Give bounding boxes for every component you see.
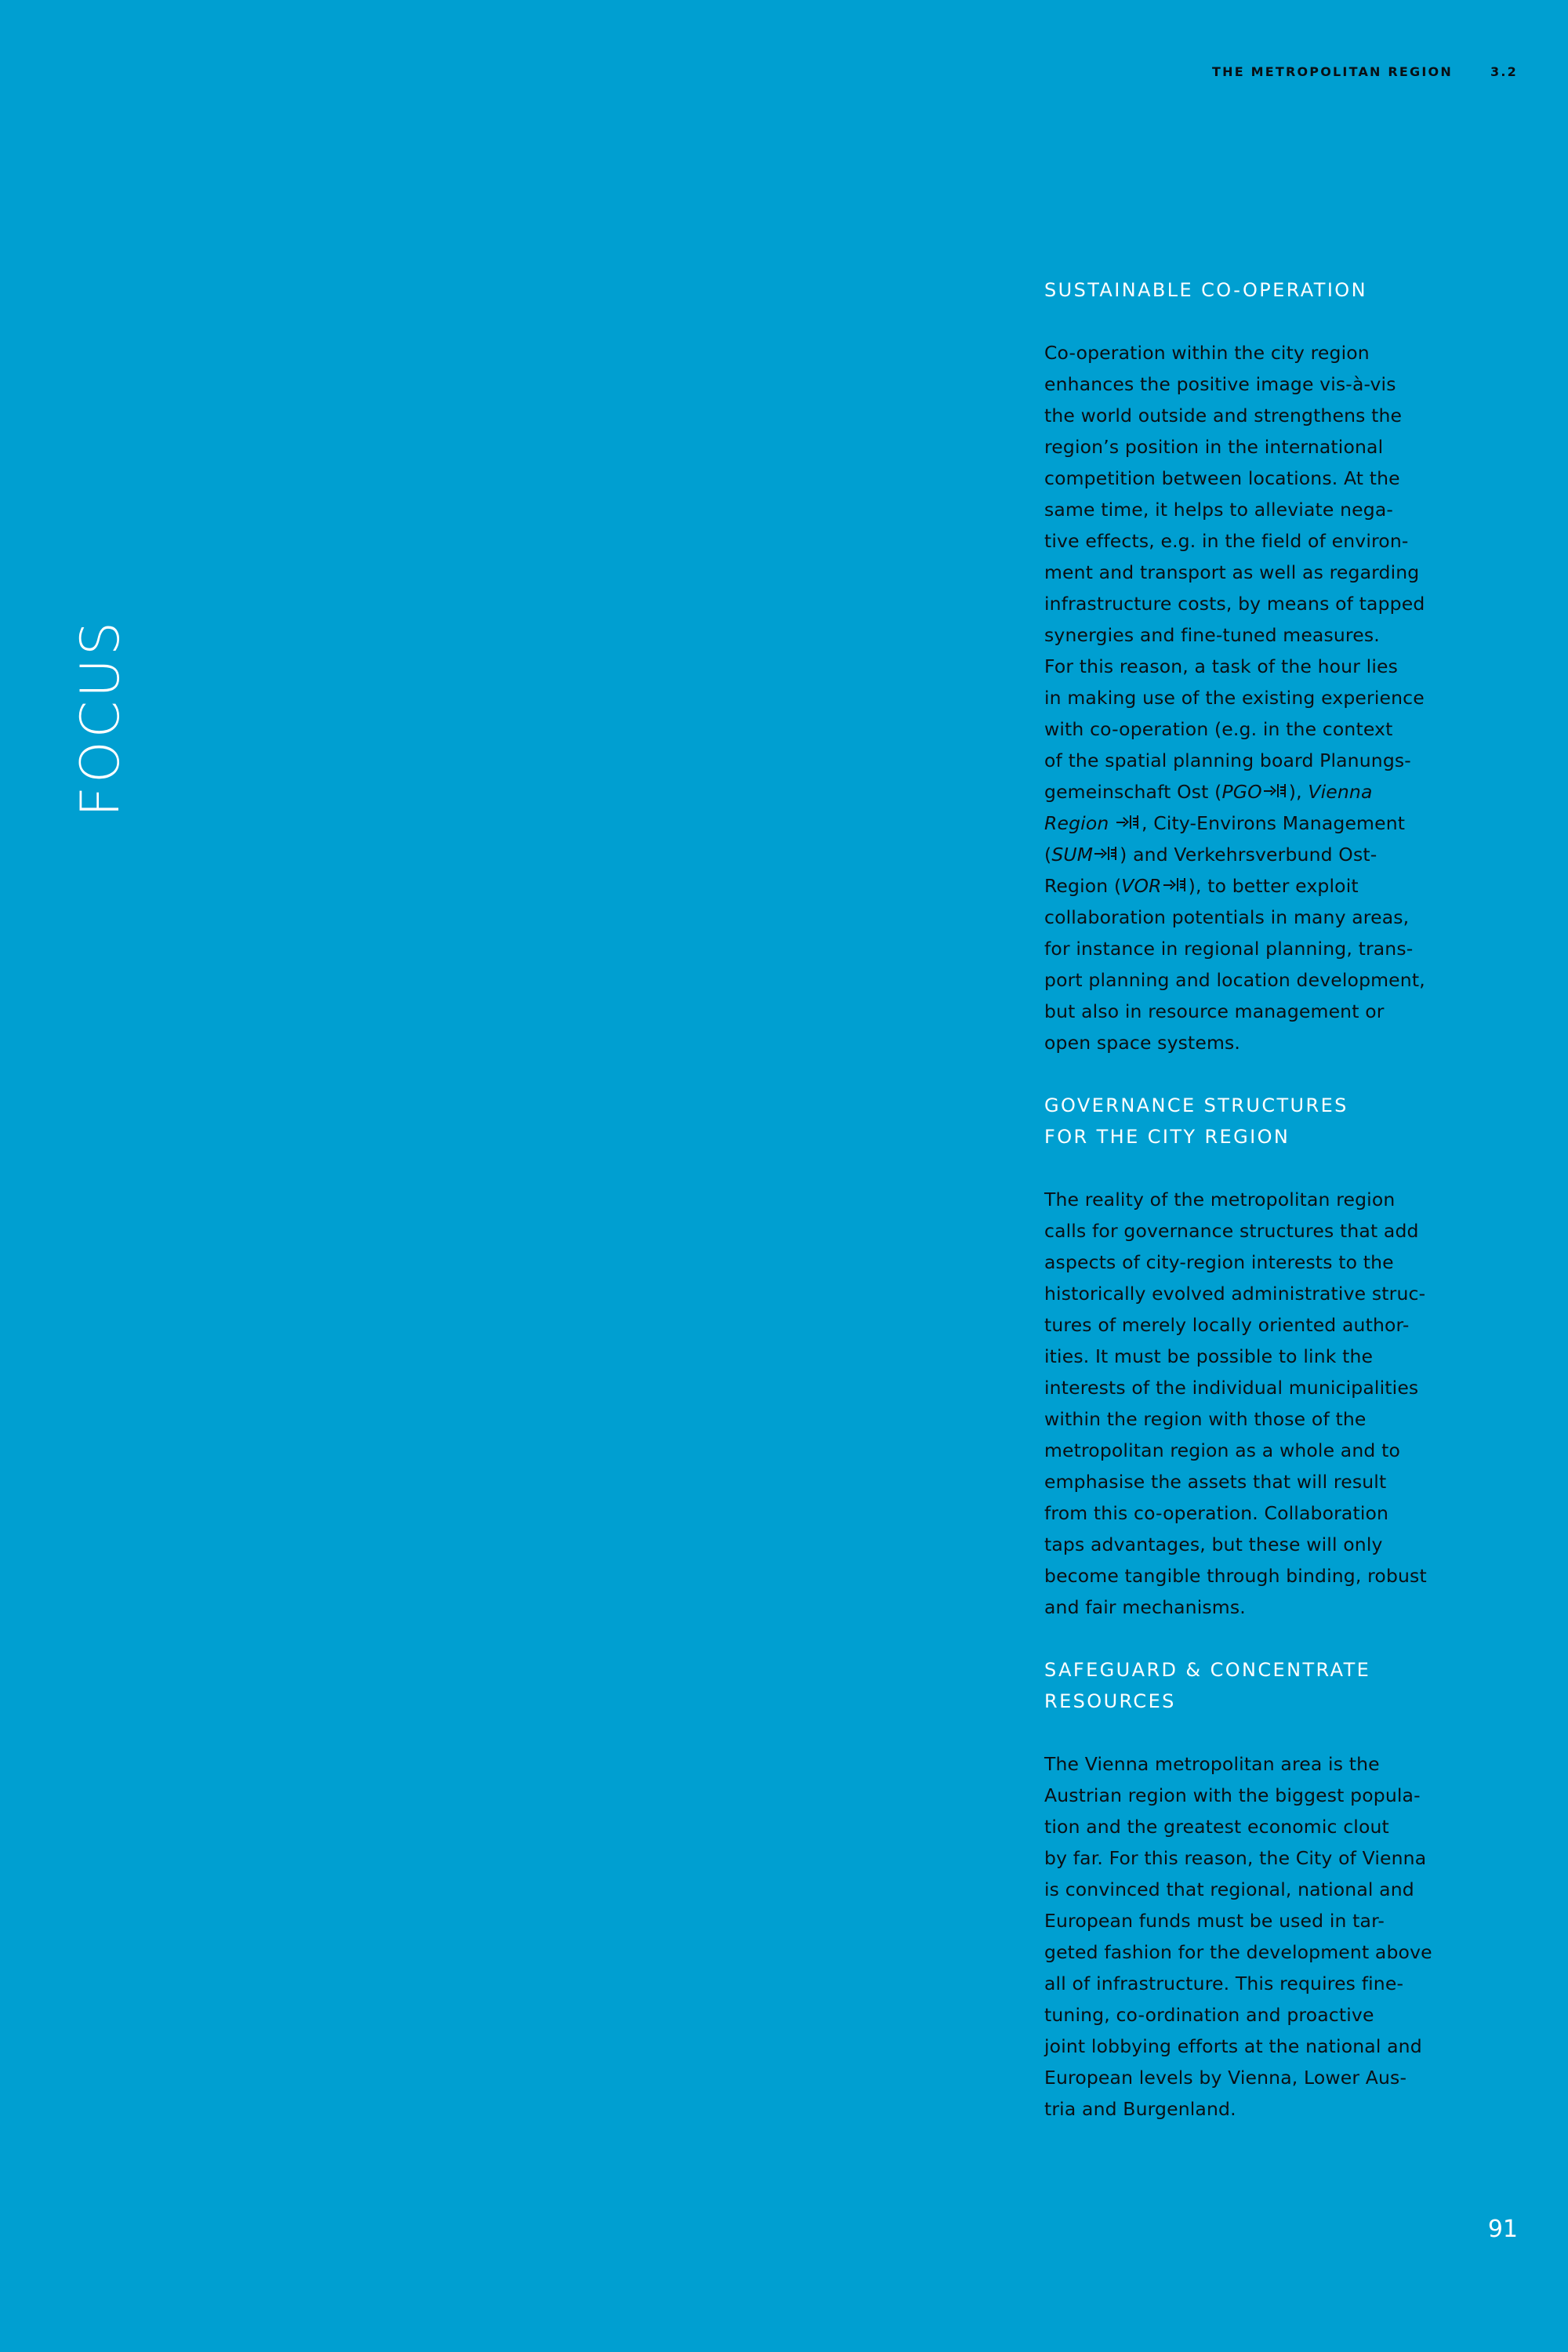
section-title: THE METROPOLITAN REGION: [1212, 64, 1453, 79]
text-line: Austrian region with the biggest popula-: [1044, 1784, 1421, 1806]
paragraph-governance-structures: [1044, 1184, 1483, 1623]
focus-label: [70, 618, 132, 817]
text-line: tuning, co-ordination and proactive: [1044, 2004, 1374, 2026]
heading-line: SAFEGUARD & CONCENTRATE: [1044, 1659, 1371, 1681]
text-line: for instance in regional planning, trans-: [1044, 938, 1414, 960]
focus-label-text: FOCUS: [70, 618, 132, 817]
running-head: [1212, 64, 1518, 79]
text-line: within the region with those of the: [1044, 1408, 1367, 1430]
text-line: interests of the individual municipalities: [1044, 1377, 1419, 1399]
text-line: geted fashion for the development above: [1044, 1941, 1432, 1963]
pgo-abbreviation: PGO: [1221, 781, 1262, 803]
text-line: ment and transport as well as regarding: [1044, 561, 1420, 583]
text-line: tive effects, e.g. in the field of environ-: [1044, 530, 1409, 552]
text-fragment: ), to better exploit: [1188, 875, 1359, 897]
sum-abbreviation: SUM: [1051, 844, 1094, 866]
text-fragment: gemeinschaft Ost (: [1044, 781, 1222, 803]
text-line: of the spatial planning board Planungs-: [1044, 750, 1411, 771]
text-line: same time, it helps to alleviate nega-: [1044, 499, 1394, 521]
text-column: [1044, 274, 1483, 2156]
text-line: enhances the positive image vis-à-vis: [1044, 373, 1396, 395]
arrow-document-icon[interactable]: [1163, 877, 1187, 893]
text-line: collaboration potentials in many areas,: [1044, 906, 1410, 928]
vor-abbreviation: VOR: [1121, 875, 1162, 897]
text-line: and fair mechanisms.: [1044, 1596, 1246, 1618]
heading-line: RESOURCES: [1044, 1690, 1176, 1712]
text-line: For this reason, a task of the hour lies: [1044, 655, 1399, 677]
text-line: is convinced that regional, national and: [1044, 1878, 1414, 1900]
text-line: from this co-operation. Collaboration: [1044, 1502, 1389, 1524]
text-line-vor-reference: [1044, 870, 1483, 902]
vienna-term: Vienna: [1308, 781, 1373, 803]
text-line: synergies and fine-tuned measures.: [1044, 624, 1380, 646]
text-line-sum-reference: [1044, 839, 1483, 870]
section-heading-governance-structures: [1044, 1090, 1483, 1152]
text-line: historically evolved administrative struc-: [1044, 1283, 1426, 1305]
text-fragment: (: [1044, 844, 1052, 866]
arrow-document-icon[interactable]: [1116, 815, 1140, 830]
text-fragment: Region (: [1044, 875, 1122, 897]
text-line: but also in resource management or: [1044, 1000, 1385, 1022]
text-line-pgo-reference: [1044, 776, 1483, 808]
text-line: in making use of the existing experience: [1044, 687, 1425, 709]
text-fragment: , City-Environs Management: [1142, 812, 1406, 834]
section-heading-sustainable-cooperation: [1044, 274, 1483, 306]
text-line: emphasise the assets that will result: [1044, 1471, 1387, 1493]
text-line: European funds must be used in tar-: [1044, 1910, 1385, 1932]
text-line: become tangible through binding, robust: [1044, 1565, 1427, 1587]
arrow-document-icon[interactable]: [1094, 846, 1118, 862]
text-line: Co-operation within the city region: [1044, 342, 1370, 364]
arrow-document-icon[interactable]: [1264, 783, 1287, 799]
text-line: ities. It must be possible to link the: [1044, 1345, 1374, 1367]
text-line: infrastructure costs, by means of tapped: [1044, 593, 1425, 615]
text-line: port planning and location development,: [1044, 969, 1425, 991]
text-line: tures of merely locally oriented author-: [1044, 1314, 1410, 1336]
text-line: open space systems.: [1044, 1032, 1241, 1054]
text-line: by far. For this reason, the City of Vienna: [1044, 1847, 1427, 1869]
text-line: with co-operation (e.g. in the context: [1044, 718, 1393, 740]
section-heading-safeguard-resources: [1044, 1654, 1483, 1717]
text-line: competition between locations. At the: [1044, 467, 1400, 489]
text-line: region’s position in the international: [1044, 436, 1384, 458]
text-line: the world outside and strengthens the: [1044, 405, 1403, 426]
text-line: The Vienna metropolitan area is the: [1044, 1753, 1380, 1775]
paragraph-safeguard-resources: [1044, 1748, 1483, 2125]
heading-line: SUSTAINABLE CO-OPERATION: [1044, 279, 1367, 301]
region-term: Region: [1044, 812, 1109, 834]
heading-line: FOR THE CITY REGION: [1044, 1126, 1290, 1148]
text-line: taps advantages, but these will only: [1044, 1534, 1383, 1555]
text-line: metropolitan region as a whole and to: [1044, 1439, 1400, 1461]
heading-line: GOVERNANCE STRUCTURES: [1044, 1094, 1348, 1116]
paragraph-sustainable-cooperation: [1044, 337, 1483, 1058]
text-line: tion and the greatest economic clout: [1044, 1816, 1389, 1838]
text-fragment: ) and Verkehrsverbund Ost-: [1120, 844, 1377, 866]
page-number: 91: [1487, 2216, 1518, 2243]
text-line: The reality of the metropolitan region: [1044, 1189, 1396, 1210]
text-line: calls for governance structures that add: [1044, 1220, 1419, 1242]
text-line: aspects of city-region interests to the: [1044, 1251, 1394, 1273]
text-line: European levels by Vienna, Lower Aus-: [1044, 2067, 1407, 2089]
section-number: 3.2: [1490, 64, 1518, 79]
text-line: tria and Burgenland.: [1044, 2098, 1236, 2120]
text-line: all of infrastructure. This requires fine-: [1044, 1973, 1404, 1994]
text-fragment: ),: [1288, 781, 1308, 803]
text-line-vienna-region-reference: [1044, 808, 1483, 839]
text-line: joint lobbying efforts at the national and: [1044, 2035, 1422, 2057]
